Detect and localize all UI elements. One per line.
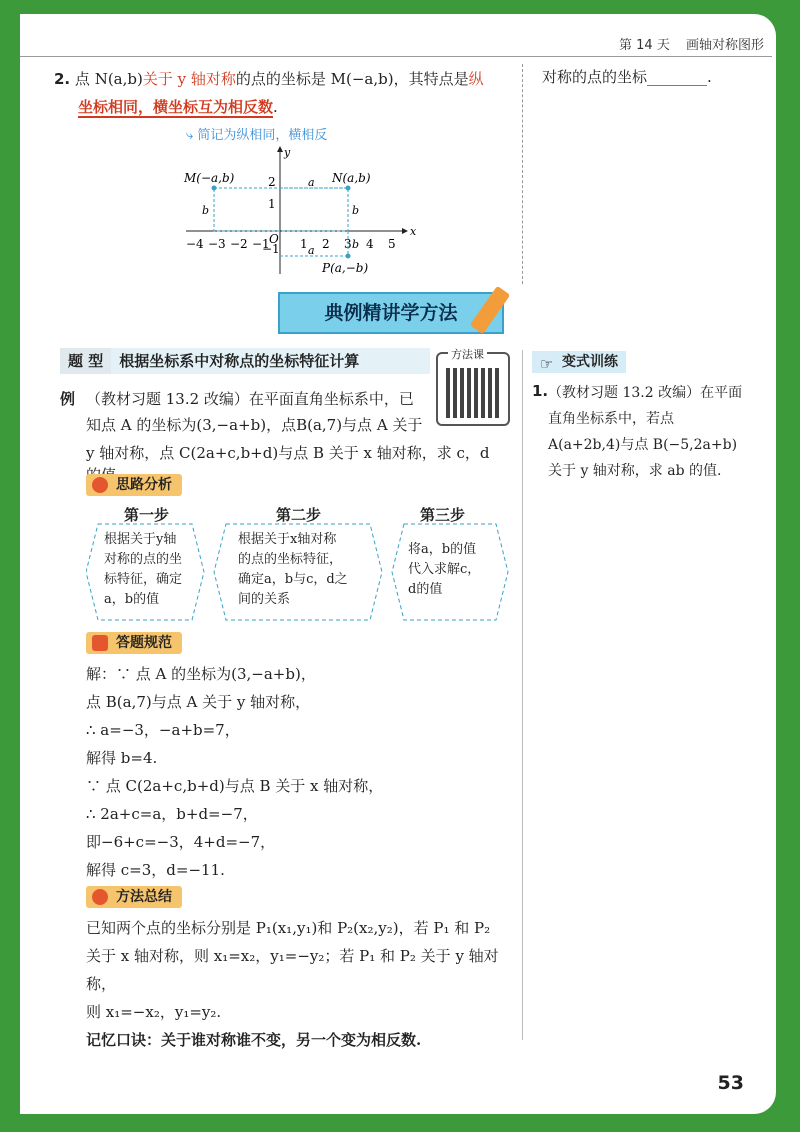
y-tick: 2 (268, 175, 276, 189)
qr-code-icon[interactable] (436, 352, 510, 426)
example-label: 例 (60, 390, 76, 408)
x-tick: 3 (344, 237, 352, 251)
right-top-text: 对称的点的坐标________. (542, 68, 712, 86)
point-m (212, 186, 217, 191)
header-topic: 画轴对称图形 (685, 38, 764, 53)
variant-line: 关于 y 轴对称，求 ab 的值. (548, 463, 722, 479)
point2-red-a: 关于 y 轴对称 (142, 70, 236, 88)
summary-header (86, 886, 182, 908)
page-number: 53 (717, 1072, 744, 1094)
mnemonic-line: 记忆口诀：关于谁对称谁不变，另一个变为相反数. (86, 1031, 422, 1049)
seg-label: b (352, 204, 360, 217)
y-tick: −1 (262, 242, 280, 256)
label-p: P(a,−b) (322, 261, 369, 275)
y-axis-arrow (277, 146, 283, 152)
point2-red-b: 纵 (468, 70, 484, 88)
answer-line: 解得 b=4. (86, 749, 158, 767)
x-axis-arrow (402, 228, 408, 234)
y-axis-label: y (284, 146, 291, 159)
seg-label: a (308, 176, 315, 189)
x-tick: −4 (186, 237, 204, 251)
analysis-icon (92, 477, 108, 493)
example-line1: （教材习题 13.2 改编）在平面直角坐标系中，已 (86, 390, 414, 408)
answer-line: ∵ 点 C(2a+c,b+d)与点 B 关于 x 轴对称， (86, 777, 384, 795)
symmetry-rect-upper (214, 188, 348, 231)
variant-header (532, 351, 626, 373)
step-title: 第二步 (276, 506, 322, 524)
step1-text: 根据关于y轴 对称的点的坐 标特征，确定 a，b的值 (104, 532, 183, 607)
point2-note: ⤷ 简记为纵相同，横相反 (186, 128, 328, 143)
step-title: 第三步 (420, 506, 466, 524)
point2-line2 (78, 96, 518, 118)
answer-line: ∴ a=−3，−a+b=7， (86, 721, 240, 739)
point-p (346, 254, 351, 259)
step-title: 第一步 (124, 506, 170, 524)
answer-line: 即−6+c=−3，4+d=−7， (86, 833, 276, 851)
variant-body (548, 380, 748, 484)
point2-line1 (54, 68, 516, 90)
variant-line: 直角坐标系中，若点 (548, 411, 674, 427)
point2-red-c: 坐标相同，横坐标互为相反数 (78, 98, 274, 116)
variant-line: A(a+2b,4)与点 B(−5,2a+b) (548, 437, 738, 453)
summary-body (86, 914, 522, 1054)
summary-icon (92, 889, 108, 905)
summary-line: 关于 x 轴对称，则 x₁=x₂，y₁=−y₂；若 P₁ 和 P₂ 关于 y 轴对称， (86, 947, 499, 993)
step3-text: 将a，b的值 代入求解c， d的值 (408, 542, 481, 597)
answer-body (86, 660, 516, 884)
pointing-hand-icon: ☞ (540, 355, 554, 373)
column-divider-top (522, 64, 523, 284)
point2-end: . (273, 98, 278, 116)
x-tick: 4 (366, 237, 374, 251)
x-tick: −1 (252, 237, 270, 251)
topic-type-tag: 题 型 (60, 348, 111, 374)
point2-note-text: 简记为纵相同，横相反 (197, 128, 328, 143)
step2-text: 根据关于x轴对称 的点的坐标特征， 确定a，b与c，d之 间的关系 (238, 532, 348, 607)
page-header (607, 34, 764, 53)
answer-line: 解：∵ 点 A 的坐标为(3,−a+b)， (86, 665, 316, 683)
example-line3: y 轴对称，点 C(2a+c,b+d)与点 B 关于 x 轴对称，求 c，d (86, 444, 490, 462)
point2-text-b: 的点的坐标是 M(−a,b)，其特点是 (235, 70, 469, 88)
summary-line: 则 x₁=−x₂，y₁=y₂. (86, 1003, 222, 1021)
seg-label: b (202, 204, 210, 217)
summary-label: 方法总结 (116, 889, 172, 905)
seg-label: a (308, 244, 315, 257)
x-tick: 2 (322, 237, 330, 251)
answer-line: ∴ 2a+c=a，b+d=−7， (86, 805, 258, 823)
column-divider (522, 350, 523, 1040)
topic-type-title: 根据坐标系中对称点的坐标特征计算 (119, 352, 360, 370)
x-tick: 5 (388, 237, 396, 251)
summary-line: 已知两个点的坐标分别是 P₁(x₁,y₁)和 P₂(x₂,y₂)，若 P₁ 和 P₂ (86, 919, 491, 937)
qr-label: 方法课 (448, 346, 487, 362)
variant-line: （教材习题 13.2 改编）在平面 (548, 385, 743, 401)
x-axis-label: x (410, 225, 416, 238)
point-n (346, 186, 351, 191)
header-rule (20, 56, 772, 57)
header-day: 第 14 天 (619, 38, 670, 53)
answer-label: 答题规范 (116, 635, 172, 651)
analysis-header (86, 474, 182, 496)
y-tick: 1 (268, 197, 276, 211)
answer-header (86, 632, 182, 654)
coordinate-graph (176, 144, 416, 280)
point2-text-a: 点 N(a,b) (74, 70, 143, 88)
point2-number: 2. (54, 70, 71, 88)
analysis-label: 思路分析 (116, 477, 172, 493)
variant-label: 变式训练 (562, 354, 618, 370)
x-tick: −3 (208, 237, 226, 251)
answer-line: 解得 c=3，d=−11. (86, 861, 225, 879)
label-m: M(−a,b) (184, 171, 235, 185)
seg-label: b (352, 238, 360, 251)
section-banner: 典例精讲学方法 (278, 292, 504, 334)
calendar-icon (92, 635, 108, 651)
topic-type-header (60, 348, 430, 374)
origin-label: O (269, 232, 279, 246)
x-tick: 1 (300, 237, 308, 251)
answer-line: 点 B(a,7)与点 A 关于 y 轴对称， (86, 693, 311, 711)
label-n: N(a,b) (332, 171, 371, 185)
variant-number: 1. (532, 382, 549, 400)
example-line2: 知点 A 的坐标为(3,−a+b)，点B(a,7)与点 A 关于 (86, 416, 423, 434)
x-tick: −2 (230, 237, 248, 251)
